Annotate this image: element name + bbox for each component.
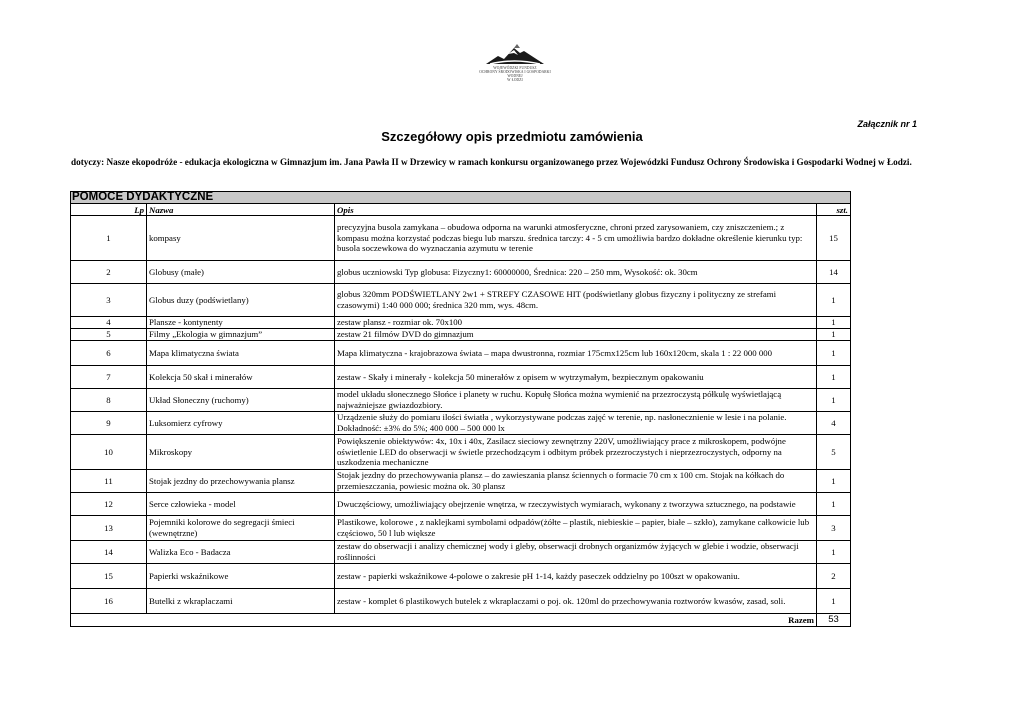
table-row: [71, 589, 851, 614]
section-title: POMOCE DYDAKTYCZNE: [71, 192, 851, 204]
row-name: Globusy (małe): [147, 261, 335, 284]
row-desc: zestaw - papierki wskaźnikowe 4-polowe o zakresie pH 1-14, każdy paseczek oddzielny po 100szt w opakowaniu.: [335, 564, 817, 589]
table-row: [71, 493, 851, 516]
row-name: Mikroskopy: [147, 435, 335, 470]
row-name: Walizka Eco - Badacza: [147, 541, 335, 564]
column-header-row: [71, 204, 851, 216]
mountain-logo-icon: [484, 44, 546, 66]
table-row: [71, 389, 851, 412]
row-qty: 2: [817, 564, 851, 589]
logo-text-line-3: W ŁODZI: [507, 78, 523, 82]
row-name: Układ Słoneczny (ruchomy): [147, 389, 335, 412]
table-row: [71, 284, 851, 317]
annex-label: Załącznik nr 1: [857, 119, 917, 129]
row-lp: 14: [71, 541, 147, 564]
table-row: [71, 470, 851, 493]
row-desc: Mapa klimatyczna - krajobrazowa świata – mapa dwustronna, rozmiar 175cmx125cm lub 160x120cm, skala 1 : 22 000 000: [335, 341, 817, 366]
col-header-lp: Lp: [71, 204, 147, 216]
row-qty: 1: [817, 541, 851, 564]
row-desc: Stojak jezdny do przechowywania plansz – do zawieszania plansz ściennych o formacie 70 cm x 100 cm. Stojak na kółkach do przemieszczania, powiesic można ok. 30 plansz: [335, 470, 817, 493]
row-name: Kolekcja 50 skał i minerałów: [147, 366, 335, 389]
row-name: Stojak jezdny do przechowywania plansz: [147, 470, 335, 493]
row-lp: 4: [71, 317, 147, 329]
row-lp: 11: [71, 470, 147, 493]
row-qty: 1: [817, 470, 851, 493]
table-row: [71, 435, 851, 470]
total-label: Razem: [71, 614, 817, 627]
row-name: Papierki wskaźnikowe: [147, 564, 335, 589]
table-row: [71, 564, 851, 589]
table-row: [71, 216, 851, 261]
row-name: kompasy: [147, 216, 335, 261]
row-name: Mapa klimatyczna świata: [147, 341, 335, 366]
row-lp: 1: [71, 216, 147, 261]
row-lp: 16: [71, 589, 147, 614]
row-desc: globus uczniowski Typ globusa: Fizyczny1: 60000000, Średnica: 220 – 250 mm, Wysokość: ok. 30cm: [335, 261, 817, 284]
row-desc: Urządzenie służy do pomiaru ilości światła , wykorzystywane podczas zajęć w terenie, np. nasłonecznienie w lesie i na polanie. Dokładność: ±3% do 5%; 400 000 – 500 000 lx: [335, 412, 817, 435]
row-name: Globus duzy (podświetlany): [147, 284, 335, 317]
row-lp: 5: [71, 329, 147, 341]
row-qty: 14: [817, 261, 851, 284]
row-qty: 5: [817, 435, 851, 470]
col-header-desc: Opis: [335, 204, 817, 216]
row-desc: Plastikowe, kolorowe , z naklejkami symbolami odpadów(żółte – plastik, niebieskie – papier, białe – szkło), zamykane całkowicie lub częściowo, 50 l lub większe: [335, 516, 817, 541]
page-title: Szczegółowy opis przedmiotu zamówienia: [381, 129, 643, 144]
row-name: Butelki z wkraplaczami: [147, 589, 335, 614]
row-qty: 1: [817, 317, 851, 329]
row-qty: 1: [817, 493, 851, 516]
row-desc: Dwuczęściowy, umożliwiający obejrzenie wnętrza, w rzeczywistych wymiarach, wykonany z tworzywa sztucznego, na podstawie: [335, 493, 817, 516]
row-qty: 1: [817, 329, 851, 341]
logo-text-line-2: OCHRONY ŚRODOWISKA I GOSPODARKI WODNEJ: [479, 70, 551, 78]
section-header-row: [71, 192, 851, 204]
row-qty: 3: [817, 516, 851, 541]
row-desc: Powiększenie obiektywów: 4x, 10x i 40x, Zasilacz sieciowy zewnętrzny 220V, umożliwiający prace z mikroskopem, podwójne oświetlenie LED do obserwacji w świetle przechodzącym i odbitym próbek przezroczystych i nieprzezroczystych, odporny na uszkodzenia mechaniczne: [335, 435, 817, 470]
row-desc: zestaw plansz - rozmiar ok. 70x100: [335, 317, 817, 329]
table-row: [71, 412, 851, 435]
col-header-name: Nazwa: [147, 204, 335, 216]
wfosigw-logo: [472, 44, 558, 86]
row-name: Plansze - kontynenty: [147, 317, 335, 329]
row-desc: precyzyjna busola zamykana – obudowa odporna na warunki atmosferyczne, chroni przed zarysowaniem, czy zniszczeniem.; z kompasu można korzystać podczas biegu lub marszu. średnica tarczy: 4 - 5 cm umożliwia bardzo dokładne określenie kierunku typ: busola soczewkowa do wyznaczania azymutu w terenie: [335, 216, 817, 261]
row-qty: 4: [817, 412, 851, 435]
row-desc: zestaw 21 filmów DVD do gimnazjum: [335, 329, 817, 341]
row-desc: zestaw - Skały i minerały - kolekcja 50 minerałów z opisem w wytrzymałym, bezpiecznym opakowaniu: [335, 366, 817, 389]
row-qty: 1: [817, 389, 851, 412]
row-desc: globus 320mm PODŚWIETLANY 2w1 + STREFY CZASOWE HIT (podświetlany globus fizyczny i polityczny ze strefami czasowymi) 1:40 000 000; średnica 320 mm, wys. 48cm.: [335, 284, 817, 317]
row-lp: 2: [71, 261, 147, 284]
table-row: [71, 341, 851, 366]
row-name: Luksomierz cyfrowy: [147, 412, 335, 435]
row-desc: zestaw do obserwacji i analizy chemicznej wody i gleby, obserwacji drobnych organizmów żyjących w glebie i wodzie, obserwacji roślinności: [335, 541, 817, 564]
row-qty: 1: [817, 341, 851, 366]
row-lp: 8: [71, 389, 147, 412]
row-name: Filmy „Ekologia w gimnazjum”: [147, 329, 335, 341]
row-qty: 1: [817, 366, 851, 389]
row-qty: 1: [817, 284, 851, 317]
concerns-paragraph: dotyczy: Nasze ekopodróże - edukacja ekologiczna w Gimnazjum im. Jana Pawła II w Drzewicy w ramach konkursu organizowanego przez Wojewódzki Fundusz Ochrony Środowiska i Gospodarki Wodnej w Łodzi.: [71, 157, 912, 167]
row-qty: 15: [817, 216, 851, 261]
items-table: [70, 191, 851, 627]
row-lp: 6: [71, 341, 147, 366]
row-lp: 7: [71, 366, 147, 389]
table-row: [71, 541, 851, 564]
row-qty: 1: [817, 589, 851, 614]
row-desc: zestaw - komplet 6 plastikowych butelek z wkraplaczami o poj. ok. 120ml do przechowywania roztworów kwasów, zasad, soli.: [335, 589, 817, 614]
table-row: [71, 516, 851, 541]
row-name: Pojemniki kolorowe do segregacji śmieci (wewnętrzne): [147, 516, 335, 541]
table-row: [71, 329, 851, 341]
table-body: [71, 216, 851, 614]
row-lp: 13: [71, 516, 147, 541]
logo-text-line-1: WOJEWÓDZKI FUNDUSZ: [493, 66, 537, 70]
row-lp: 12: [71, 493, 147, 516]
row-name: Serce człowieka - model: [147, 493, 335, 516]
row-lp: 3: [71, 284, 147, 317]
total-row: [71, 614, 851, 627]
row-lp: 15: [71, 564, 147, 589]
col-header-qty: szt.: [817, 204, 851, 216]
row-lp: 10: [71, 435, 147, 470]
row-lp: 9: [71, 412, 147, 435]
row-desc: model układu słonecznego Słońce i planety w ruchu. Kopułę Słońca można wymienić na przezroczystą półkulę wyświetlającą najważniejsze gwiazdozbiory.: [335, 389, 817, 412]
table-row: [71, 261, 851, 284]
table-row: [71, 317, 851, 329]
table-row: [71, 366, 851, 389]
total-value: 53: [817, 614, 851, 627]
